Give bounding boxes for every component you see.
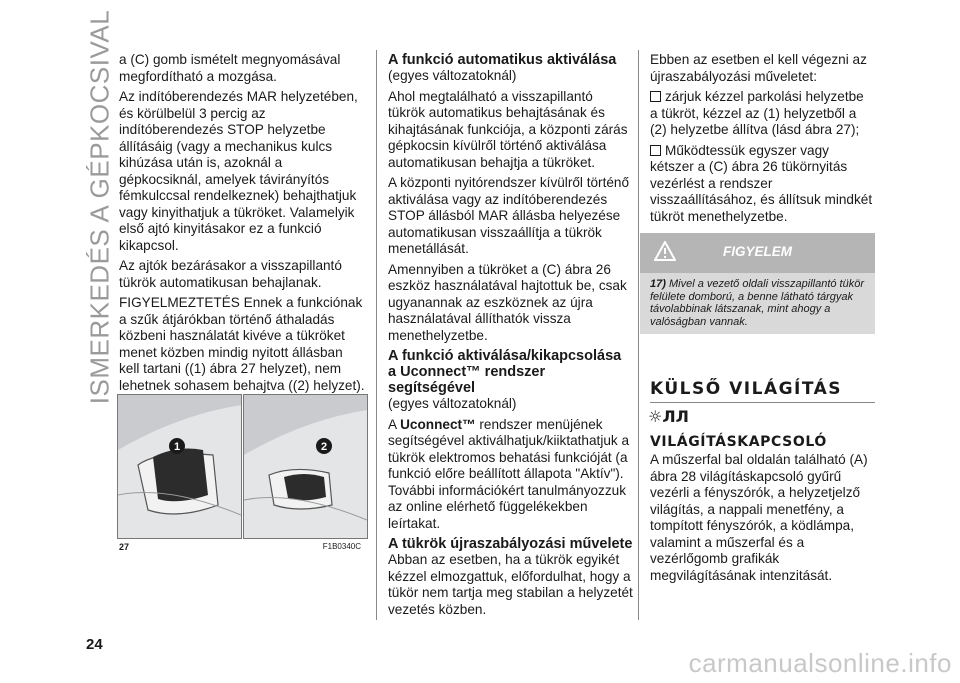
warning-title: FIGYELEM [722,244,792,259]
column-1 [119,52,365,398]
heading-rule [650,402,875,403]
heading-note: (egyes változatoknál) [388,68,517,83]
warning-box [640,233,875,334]
page-number: 24 [86,636,103,653]
list-item: Működtessük egyszer vagy kétszer a (C) ábra 26 tükörnyitás vezérlést a rendszer visszaállításához, és állítsuk mindkét tükröt menethelyzetbe. [650,142,873,224]
column-3 [650,52,875,229]
marker-2: 2 [320,441,328,453]
watermark: carmanualsonline.info [688,648,952,678]
heading-note: (egyes változatoknál) [388,396,517,411]
paragraph: A központi nyitórendszer kívülről történő aktiválása vagy az indítóberendezés STOP állásból MAR állásba helyezése automatikusan visszaállítja a tükrök menetállását. [388,175,630,256]
figure-number: 27 [119,542,130,552]
section-heading: A tükrök újraszabályozási művelete [388,536,633,552]
marker-1: 1 [173,441,181,453]
paragraph: Ebben az esetben el kell végezni az újraszabályozási műveletet: [650,52,867,84]
list-item: zárjuk kézzel parkolási helyzetbe a tükröt, kézzel az (1) helyzetből a (2) helyzetbe állítva (lásd ábra 27); [650,89,864,137]
paragraph: Amennyiben a tükröket a (C) ábra 26 eszköz használatával hajtottuk be, csak ugyanannak az eszköznek az újra használatával állíthatók vissza menethelyzetbe. [388,261,627,343]
figure-code: F1B0340C [322,542,361,551]
chapter-side-title: ISMERKEDÉS A GÉPKOCSIVAL [84,9,115,405]
chapter-heading: KÜLSŐ VILÁGÍTÁS [650,379,843,399]
paragraph: A műszerfal bal oldalán található (A) ábra 28 világításkapcsoló gyűrű vezérli a fényszórók, a helyzetjelző világítás, a nappali menetfény, a tompított fényszórók, a ködlámpa, valamint a műszerfal és a vezérlőgomb grafikák megvilágításának intenzitását. [650,452,868,583]
section-heading: A funkció aktiválása/kikapcsolása a Uconnect™ rendszer segítségével [388,348,622,396]
lighting-symbol-icon: ☼ЛЛ [648,407,689,426]
paragraph: a (C) gomb ismételt megnyomásával megfordítható a mozgása. [119,52,341,84]
paragraph: A Uconnect™ rendszer menüjének segítségével aktiválhatjuk/kiiktathatjuk a tükrök elektromos behatási funkcióját (a funkció előre beállított állapota "Aktív"). További információkért tanulmányozzuk az online elérhető függelékekben leírtakat. [388,416,630,531]
mirror-open-illustration [118,395,241,538]
figure-27 [117,394,367,554]
paragraph: Abban az esetben, ha a tükrök egyikét kézzel elmozgattuk, előfordulhat, hogy a tükör nem tartja meg stabilan a helyzetét vezetés közben. [388,552,633,617]
paragraph: Az ajtók bezárásakor a visszapillantó tükrök automatikusan behajlanak. [119,258,342,290]
subheading: VILÁGÍTÁSKAPCSOLÓ [650,434,827,450]
checkbox-icon [650,91,661,102]
checkbox-icon [650,145,661,156]
column-divider [376,50,377,620]
column-2 [388,52,633,622]
mirror-folded-illustration [244,395,367,538]
paragraph: Ahol megtalálható a visszapillantó tükrök automatikus behajtásának és kihajtásának funkciója, a központi zárás gépkocsin kívülről történő aktiválása automatikusan behajtja a tükröket. [388,88,628,170]
paragraph: Az indítóberendezés MAR helyzetében, és körülbelül 3 percig az indítóberendezés STOP helyzetbe állításáig (vagy a mechanikus kulcs kihúzása után is, azoknál a gépkocsiknál, amelyek távirányítós fémkulccsal rendelkeznek) behajthatjuk vagy kinyithatjuk a tükröket. Valamelyik első ajtó kinyitásakor ez a funkció kikapcsol. [119,89,358,253]
warning-header [640,233,875,273]
figure-panel-mirror-open [117,394,242,539]
paragraph: FIGYELMEZTETÉS Ennek a funkciónak a szűk átjárókban történő áthaladás közbeni használatát kivéve a tükröket menet közben mindig nyitott állásban kell tartani ((1) ábra 27 helyzet), nem lehetnek sohasem behajtva ((2) helyzet). [119,295,365,393]
warning-text: 17) Mivel a vezető oldali visszapillantó tükör felülete domború, a benne látható tárgyak távolabbinak látszanak, mint ahogy a valóságban vannak. [640,273,875,334]
section-heading: A funkció automatikus aktiválása [388,52,617,68]
column-divider [638,50,639,620]
figure-panel-mirror-folded [243,394,368,539]
